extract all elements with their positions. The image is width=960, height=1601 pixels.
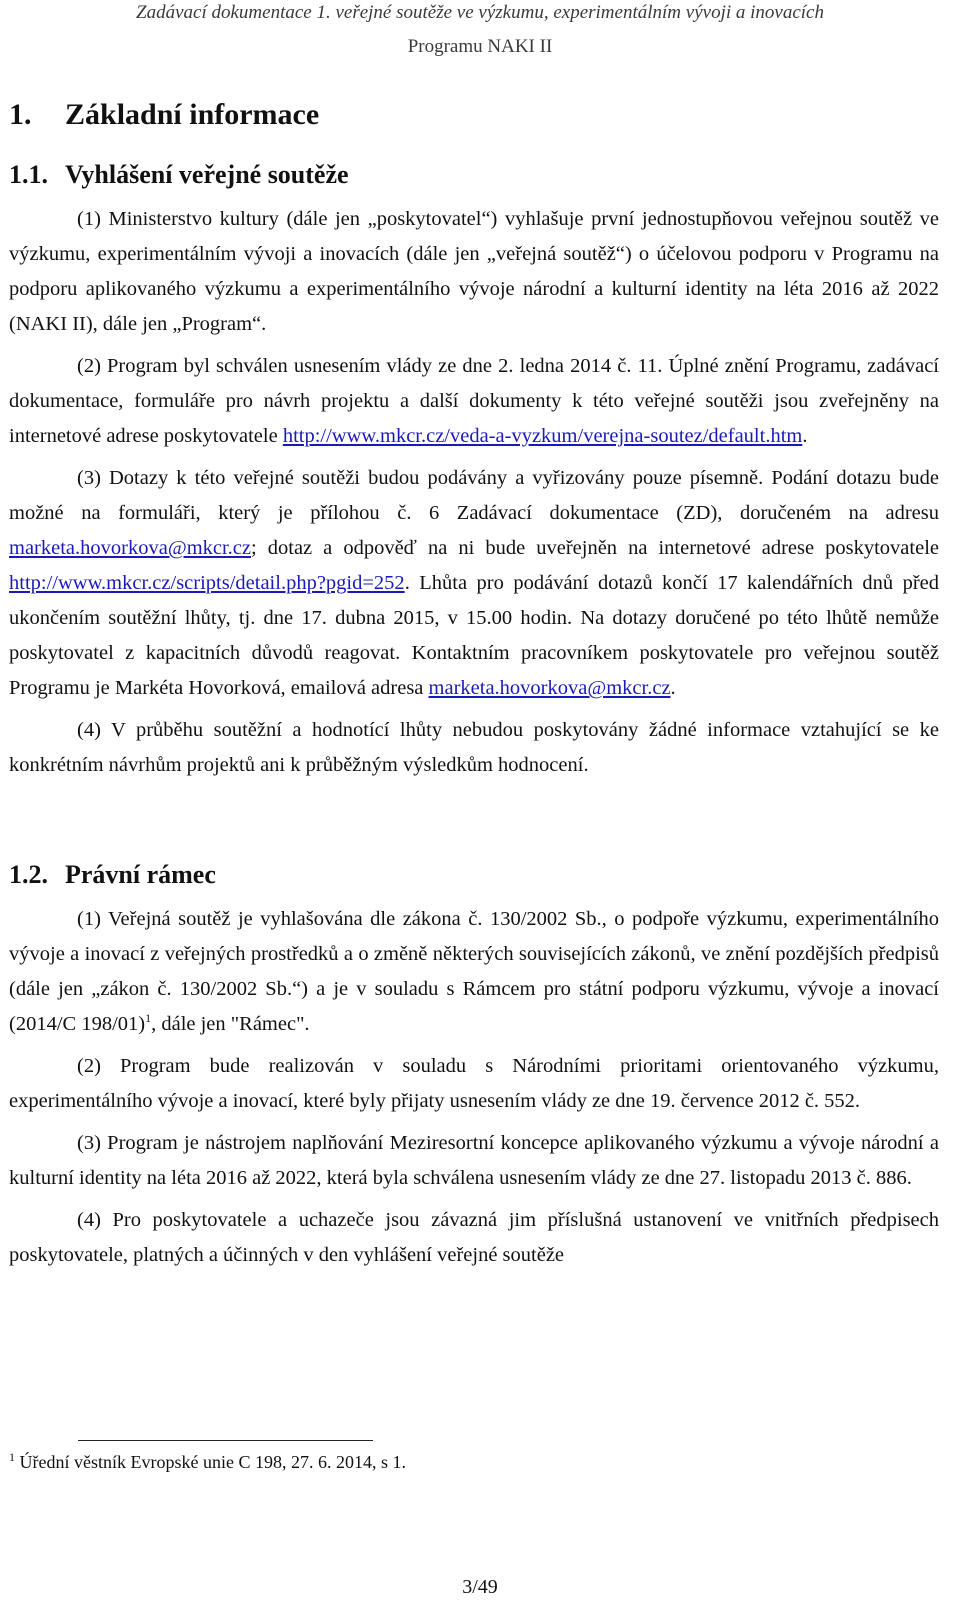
footnote-text: Úřední věstník Evropské unie C 198, 27. 6. 2014, s 1.: [15, 1452, 406, 1472]
footnote-separator: [78, 1440, 373, 1441]
running-header-program: Programu NAKI II: [407, 36, 553, 57]
section-title: Vyhlášení veřejné soutěže: [65, 160, 349, 189]
paragraph-text: (1) Veřejná soutěž je vyhlašována dle zákona č. 130/2002 Sb., o podpoře výzkumu, experimentálního vývoje a inovací z veřejných prostředků a o změně některých souvisejících zákonů, ve znění pozdějších předpisů (dále jen „zákon č. 130/2002 Sb.“) a je v souladu s Rámcem pro státní podporu výzkumu, vývoje a inovací (2014/C 198/01): [9, 908, 939, 1035]
footnote-mark: 1: [9, 1450, 15, 1464]
contact-email-link[interactable]: marketa.hovorkova@mkcr.cz: [9, 537, 252, 559]
program-docs-link[interactable]: http://www.mkcr.cz/veda-a-vyzkum/verejna-soutez/default.htm: [282, 425, 803, 447]
section-title: Základní informace: [65, 98, 320, 131]
page-number: 3/49: [462, 1576, 498, 1598]
section-heading-1-2: [9, 860, 216, 890]
paragraph-4: (4) Pro poskytovatele a uchazeče jsou závazná jim příslušná ustanovení ve vnitřních předpisech poskytovatele, platných a účinných v den vyhlášení veřejné soutěže: [9, 1209, 939, 1266]
paragraph-text: ; dotaz a odpověď na ni bude uveřejněn na internetové adrese poskytovatele: [251, 537, 939, 559]
paragraph-2: [9, 349, 939, 454]
paragraph-text: (3) Dotazy k této veřejné soutěži budou podávány a vyřizovány pouze písemně. Podání dotazu bude možné na formuláři, který je přílohou č. 6 Zadávací dokumentace (ZD), doručeném na adresu: [9, 467, 939, 524]
section-heading-1-1: [9, 160, 349, 190]
footnote: [9, 1452, 406, 1473]
section-heading-1: [9, 98, 319, 132]
questions-page-link[interactable]: http://www.mkcr.cz/scripts/detail.php?pgid=252: [9, 572, 405, 594]
footnote-reference[interactable]: 1: [145, 1011, 152, 1026]
paragraph-text: .: [670, 677, 676, 699]
paragraph-4: (4) V průběhu soutěžní a hodnotící lhůty nebudou poskytovány žádné informace vztahující se ke konkrétním návrhům projektů ani k průběžným výsledkům hodnocení.: [9, 719, 939, 776]
paragraph-3: (3) Program je nástrojem naplňování Meziresortní koncepce aplikovaného výzkumu a vývoje národní a kulturní identity na léta 2016 až 2022, která byla schválena usnesením vlády ze dne 27. listopadu 2013 č. 886.: [9, 1132, 939, 1189]
paragraph-text: (2) Program byl schválen usnesením vlády ze dne 2. ledna 2014 č. 11. Úplné znění Programu, zadávací dokumentace, formuláře pro návrh projektu a další dokumenty k této veřejné soutěži jsou zveřejněny na internetové adrese poskytovatele: [9, 355, 939, 447]
paragraph-1: [9, 902, 939, 1042]
paragraph-text: .: [802, 425, 808, 447]
paragraph-1: (1) Ministerstvo kultury (dále jen „poskytovatel“) vyhlašuje první jednostupňovou veřejnou soutěž ve výzkumu, experimentálním vývoji a inovacích (dále jen „veřejná soutěž“) o účelovou podporu v Programu na podporu aplikovaného výzkumu a experimentálního vývoje národní a kulturní identity na léta 2016 až 2022 (NAKI II), dále jen „Program“.: [9, 208, 939, 335]
running-header-title: Zadávací dokumentace 1. veřejné soutěže ve výzkumu, experimentálním vývoji a inovacích: [136, 2, 824, 23]
section-number: 1.2.: [9, 860, 48, 889]
paragraph-3: [9, 461, 939, 706]
paragraph-text: , dále jen "Rámec".: [151, 1013, 310, 1035]
contact-email-link-2[interactable]: marketa.hovorkova@mkcr.cz: [428, 677, 671, 699]
section-1-2-body: [9, 902, 939, 1280]
paragraph-2: (2) Program bude realizován v souladu s Národními prioritami orientovaného výzkumu, experimentálního vývoje a inovací, které byly přijaty usnesením vlády ze dne 19. července 2012 č. 552.: [9, 1055, 939, 1112]
section-number: 1.: [9, 98, 32, 131]
section-1-1-body: [9, 202, 939, 790]
paragraph-text: . Lhůta pro podávání dotazů končí 17 kalendářních dnů před ukončením soutěžní lhůty, tj. dne 17. dubna 2015, v 15.00 hodin. Na dotazy doručené po této lhůtě nemůže poskytovatel z kapacitních důvodů reagovat. Kontaktním pracovníkem poskytovatele pro veřejnou soutěž Programu je Markéta Hovorková, emailová adresa: [9, 572, 939, 699]
section-number: 1.1.: [9, 160, 48, 189]
section-title: Právní rámec: [65, 860, 216, 889]
